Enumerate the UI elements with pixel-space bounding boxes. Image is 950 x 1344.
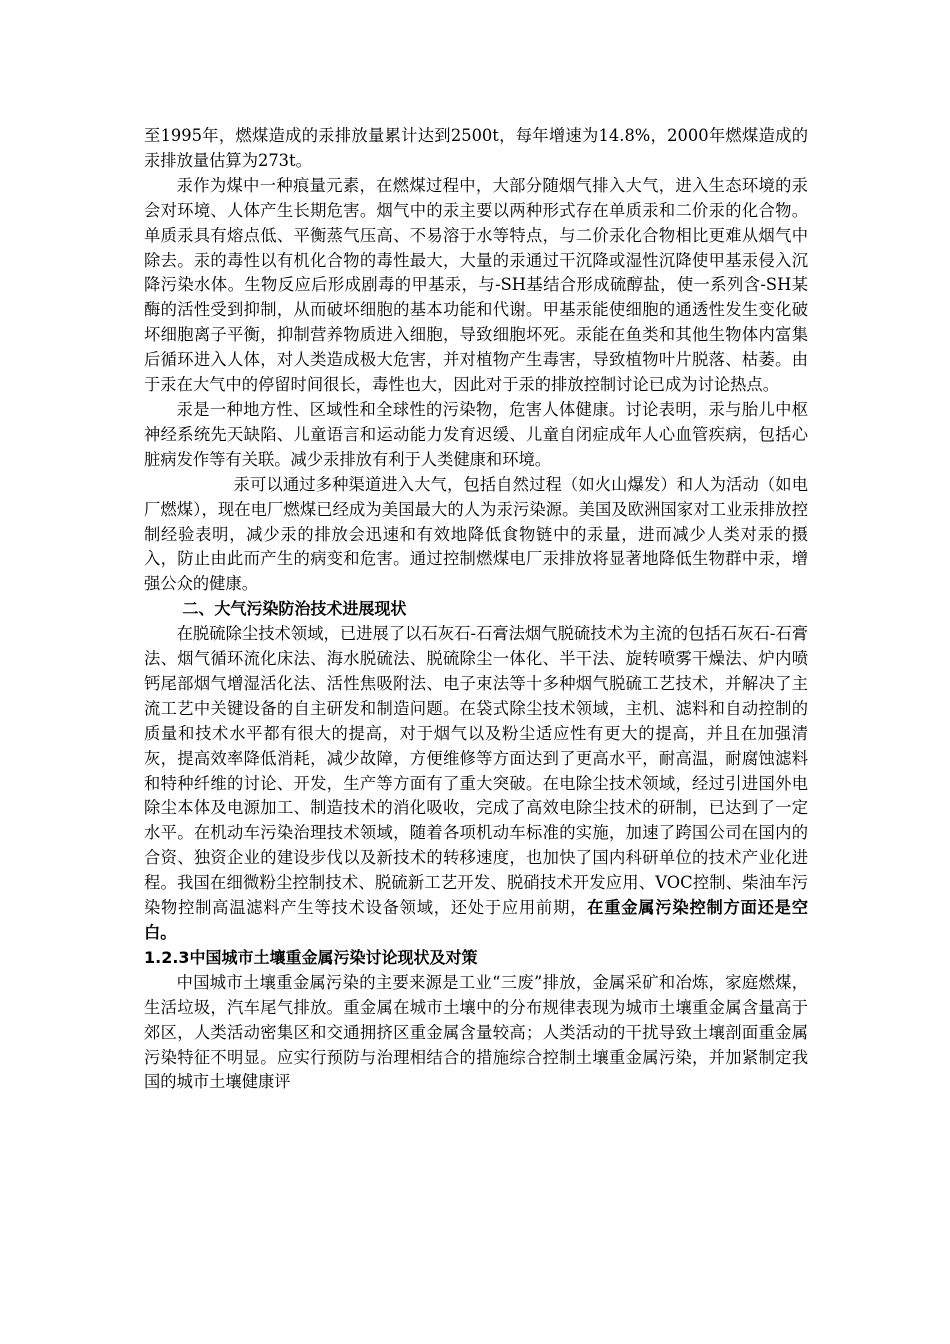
paragraph-mercury-emission-stats: 至1995年，燃煤造成的汞排放量累计达到2500t，每年增速为14.8%，2000年燃煤造成的汞排放量估算为273t。 xyxy=(144,126,808,170)
section-heading-air-pollution: 二、大气污染防治技术进展现状 xyxy=(182,599,407,619)
paragraph-mercury-hazards: 汞作为煤中一种痕量元素，在燃煤过程中，大部分随烟气排入大气，进入生态环境的汞会对环境、人体产生长期危害。烟气中的汞主要以两种形式存在单质汞和二价汞的化合物。单质汞具有熔点低、平衡蒸气压高、不易溶于水等特点，与二价汞化合物相比更难从烟气中除去。汞的毒性以有机化合物的毒性最大，大量的汞通过干沉降或湿性沉降使甲基汞侵入沉降污染水体。生物反应后形成剧毒的甲基汞，与-SH基结合形成硫醇盐，使一系列含-SH某酶的活性受到抑制，从而破坏细胞的基本功能和代谢。甲基汞能使细胞的通透性发生变化破坏细胞离子平衡，抑制营养物质进入细胞，导致细胞坏死。汞能在鱼类和其他生物体内富集后循环进入人体，对人类造成极大危害，并对植物产生毒害，导致植物叶片脱落、枯萎。由于汞在大气中的停留时间很长，毒性也大，因此对于汞的排放控制讨论已成为讨论热点。 xyxy=(144,175,808,395)
section-heading-soil-heavy-metal: 1.2.3中国城市土壤重金属污染讨论现状及对策 xyxy=(144,947,478,967)
paragraph-mercury-health: 汞是一种地方性、区域性和全球性的污染物，危害人体健康。讨论表明，汞与胎儿中枢神经系统先天缺陷、儿童语言和运动能力发育迟缓、儿童自闭症成年人心血管疾病，包括心脏病发作等有关联。减少汞排放有利于人类健康和环境。 xyxy=(144,399,808,469)
document-page xyxy=(144,124,808,1095)
paragraph-soil-heavy-metal: 中国城市土壤重金属污染的主要来源是工业“三废”排放，金属采矿和冶炼，家庭燃煤，生活垃圾，汽车尾气排放。重金属在城市土壤中的分布规律表现为城市土壤重金属含量高于郊区，人类活动密集区和交通拥挤区重金属含量较高；人类活动的干扰导致土壤剖面重金属污染特征不明显。应实行预防与治理相结合的措施综合控制土壤重金属污染，并加紧制定我国的城市土壤健康评 xyxy=(144,972,808,1092)
paragraph-mercury-sources: 汞可以通过多种渠道进入大气，包括自然过程（如火山爆发）和人为活动（如电厂燃煤），现在电厂燃煤已经成为美国最大的人为汞污染源。美国及欧洲国家对工业汞排放控制经验表明，减少汞的排放会迅速和有效地降低食物链中的汞量，进而减少人类对汞的摄入，防止由此而产生的病变和危害。通过控制燃煤电厂汞排放将显著地降低生物群中汞，增强公众的健康。 xyxy=(144,474,808,594)
paragraph-desulfurization-tech xyxy=(144,622,808,946)
paragraph-desulfurization-text: 在脱硫除尘技术领域，已进展了以石灰石-石膏法烟气脱硫技术为主流的包括石灰石-石膏法、烟气循环流化床法、海水脱硫法、脱硫除尘一体化、半干法、旋转喷雾干燥法、炉内喷钙尾部烟气增湿活化法、活性焦吸附法、电子束法等十多种烟气脱硫工艺技术，并解决了主流工艺中关键设备的自主研发和制造问题。在袋式除尘技术领域，主机、滤料和自动控制的质量和技术水平都有很大的提高，对于烟气以及粉尘适应性有更大的提高，并且在加强清灰，提高效率降低消耗，减少故障，方便维修等方面达到了更高水平，耐高温，耐腐蚀滤料和特种纤维的讨论、开发，生产等方面有了重大突破。在电除尘技术领域，经过引进国外电除尘本体及电源加工、制造技术的消化吸收，完成了高效电除尘技术的研制，已达到了一定水平。在机动车污染治理技术领域，随着各项机动车标准的实施，加速了跨国公司在国内的合资、独资企业的建设步伐以及新技术的转移速度，也加快了国内科研单位的技术产业化进程。我国在细微粉尘控制技术、脱硫新工艺开发、脱硝技术开发应用、VOC控制、柴油车污染物控制高温滤料产生等技术设备领域，还处于应用前期， xyxy=(144,624,808,918)
bold-heavy-metal-note: 在重金属污染控制方面还是空白。 xyxy=(144,898,808,942)
